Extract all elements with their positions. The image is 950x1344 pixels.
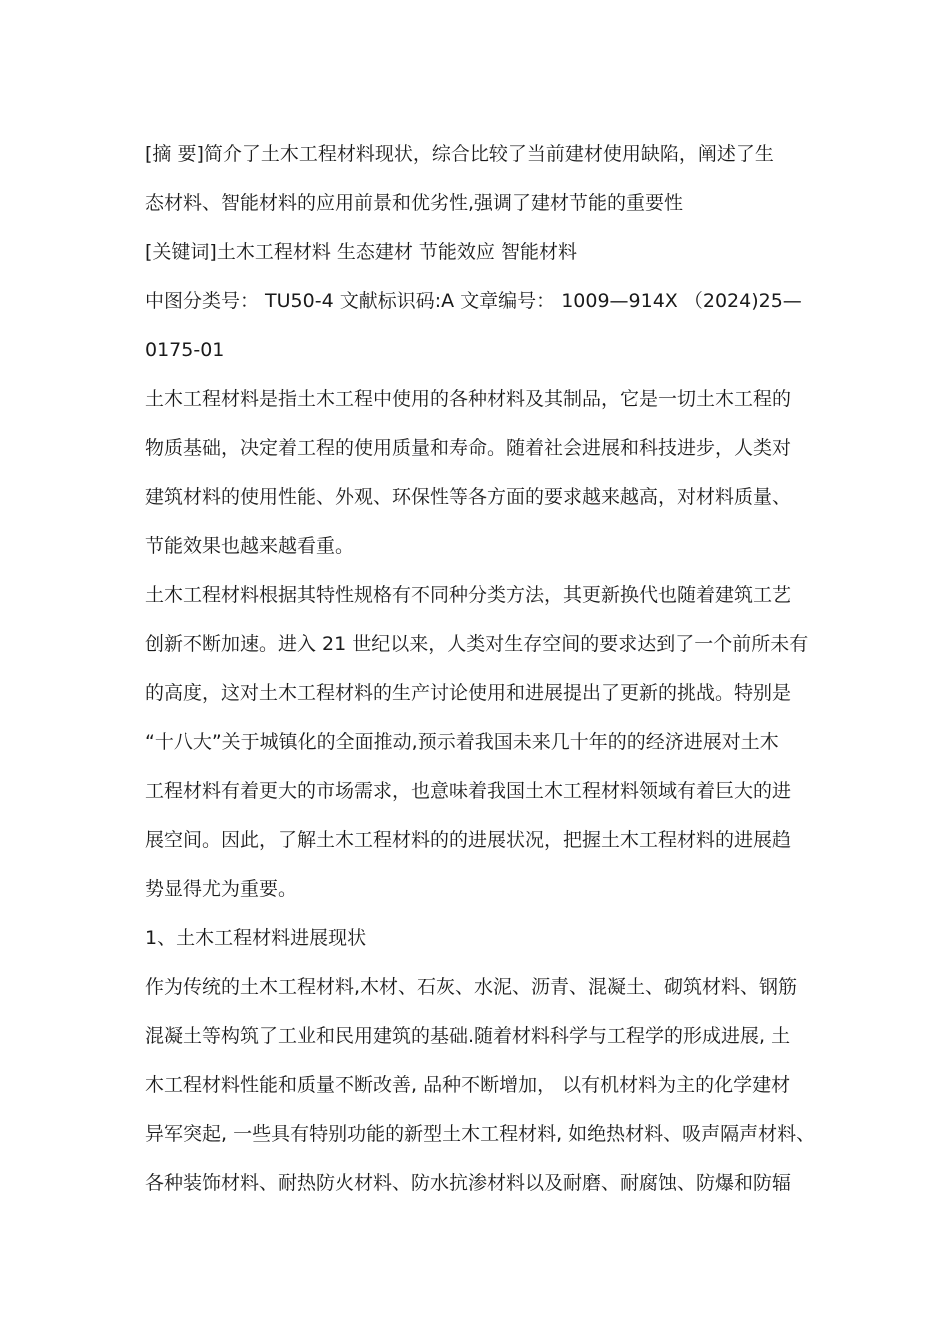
paragraph-intro xyxy=(145,375,815,571)
abstract-line: [摘 要]简介了土木工程材料现状，综合比较了当前建材使用缺陷，阐述了生 xyxy=(145,143,774,165)
paragraph-line: “十八大”关于城镇化的全面推动,预示着我国未来几十年的的经济进展对土木 xyxy=(145,731,779,753)
paragraph-line: 土木工程材料根据其特性规格有不同种分类方法，其更新换代也随着建筑工艺 xyxy=(145,584,792,606)
paragraph-line: 建筑材料的使用性能、外观、环保性等各方面的要求越来越高，对材料质量、 xyxy=(145,486,792,508)
paragraph-line: 木工程材料性能和质量不断改善, 品种不断增加， 以有机材料为主的化学建材 xyxy=(145,1074,791,1096)
document-body xyxy=(145,130,815,1208)
paragraph-status xyxy=(145,963,815,1208)
classification-line: 中图分类号： TU50-4 文献标识码:A 文章编号： 1009—914X （2024)25— xyxy=(145,290,802,312)
abstract-block xyxy=(145,130,815,228)
paragraph-background xyxy=(145,571,815,914)
classification-block xyxy=(145,277,815,375)
paragraph-line: 工程材料有着更大的市场需求，也意味着我国土木工程材料领域有着巨大的进 xyxy=(145,780,792,802)
paragraph-line: 土木工程材料是指土木工程中使用的各种材料及其制品，它是一切土木工程的 xyxy=(145,388,792,410)
abstract-line: 态材料、智能材料的应用前景和优劣性,强调了建材节能的重要性 xyxy=(145,192,684,214)
paragraph-line: 创新不断加速。进入 21 世纪以来，人类对生存空间的要求达到了一个前所未有 xyxy=(145,633,809,655)
paragraph-line: 异军突起, 一些具有特别功能的新型土木工程材料, 如绝热材料、吸声隔声材料、 xyxy=(145,1123,816,1145)
section-heading: 1、土木工程材料进展现状 xyxy=(145,927,367,949)
paragraph-line: 物质基础，决定着工程的使用质量和寿命。随着社会进展和科技进步，人类对 xyxy=(145,437,792,459)
paragraph-line: 作为传统的土木工程材料,木材、石灰、水泥、沥青、混凝土、砌筑材料、钢筋 xyxy=(145,976,798,998)
paragraph-line: 的高度，这对土木工程材料的生产讨论使用和进展提出了更新的挑战。特别是 xyxy=(145,682,792,704)
paragraph-line: 各种装饰材料、耐热防火材料、防水抗渗材料以及耐磨、耐腐蚀、防爆和防辐 xyxy=(145,1172,792,1194)
paragraph-line: 混凝土等构筑了工业和民用建筑的基础.随着材料科学与工程学的形成进展, 土 xyxy=(145,1025,791,1047)
keywords-line: [关键词]土木工程材料 生态建材 节能效应 智能材料 xyxy=(145,241,577,263)
paragraph-line: 节能效果也越来越看重。 xyxy=(145,535,355,557)
classification-line: 0175-01 xyxy=(145,339,225,361)
paragraph-line: 展空间。因此，了解土木工程材料的的进展状况，把握土木工程材料的进展趋 xyxy=(145,829,792,851)
paragraph-line: 势显得尤为重要。 xyxy=(145,878,298,900)
